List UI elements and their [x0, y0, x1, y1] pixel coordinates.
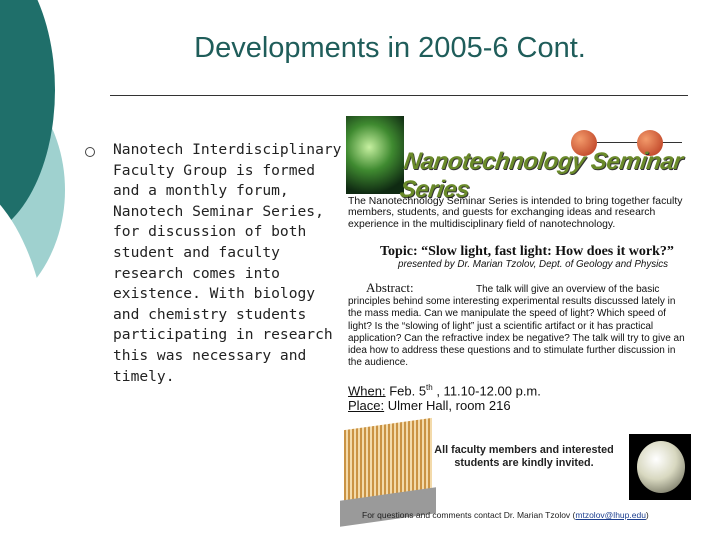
flyer-contact	[362, 510, 692, 520]
molecule-image	[629, 434, 691, 500]
when-date: Feb. 5	[385, 383, 427, 399]
flyer-place	[348, 398, 511, 413]
nanostructure-photo	[346, 116, 404, 194]
contact-email-link[interactable]: mtzolov@lhup.edu	[575, 510, 646, 520]
flyer-abstract: The talk will give an overview of the basic principles behind some interesting experimental results discussed lately in the mass media. Can we manipulate the speed of light? Which speed of light? Is the “slowing of light” just a scientific artifact or it has practical application? Can the refractive index be negative? The talk will try to give an idea how to address these questions and to stimulate further discussion in the audience.	[348, 284, 685, 369]
seminar-flyer-image	[342, 112, 690, 527]
when-time: , 11.10-12.00 p.m.	[432, 383, 541, 399]
bullet-circle-icon	[85, 147, 95, 157]
bullet-text: Nanotech Interdisciplinary Faculty Group is formed and a monthly forum, Nanotech Seminar Series, for discussion of both student and faculty research comes into existence. With biology and chemistry students participating in research this was necessary and timely.	[113, 141, 342, 385]
when-date-suffix: th	[426, 383, 433, 392]
slide-title: Developments in 2005-6 Cont.	[194, 32, 586, 64]
flyer-invitation: All faculty members and interested students are kindly invited.	[434, 444, 614, 469]
title-divider	[110, 95, 688, 96]
place-label: Place:	[348, 398, 385, 413]
flyer-presenter: presented by Dr. Marian Tzolov, Dept. of Geology and Physics	[398, 259, 669, 270]
when-label: When:	[348, 383, 386, 399]
contact-suffix: )	[645, 510, 649, 520]
flyer-topic: Topic: “Slow light, fast light: How does it work?”	[380, 244, 674, 259]
flyer-intro: The Nanotechnology Seminar Series is intended to bring together faculty members, students, and guests for exchanging ideas and research experience in the multidisciplinary field of nanotechnology.	[348, 196, 683, 230]
place-value: Ulmer Hall, room 216	[384, 398, 511, 413]
molecule-sphere	[637, 441, 685, 493]
seminar-banner: Nanotechnology Seminar Series	[398, 148, 685, 203]
abstract-label: Abstract:	[366, 280, 414, 295]
contact-prefix: For questions and comments contact Dr. Marian Tzolov (	[362, 510, 576, 520]
flyer-when	[348, 380, 541, 398]
